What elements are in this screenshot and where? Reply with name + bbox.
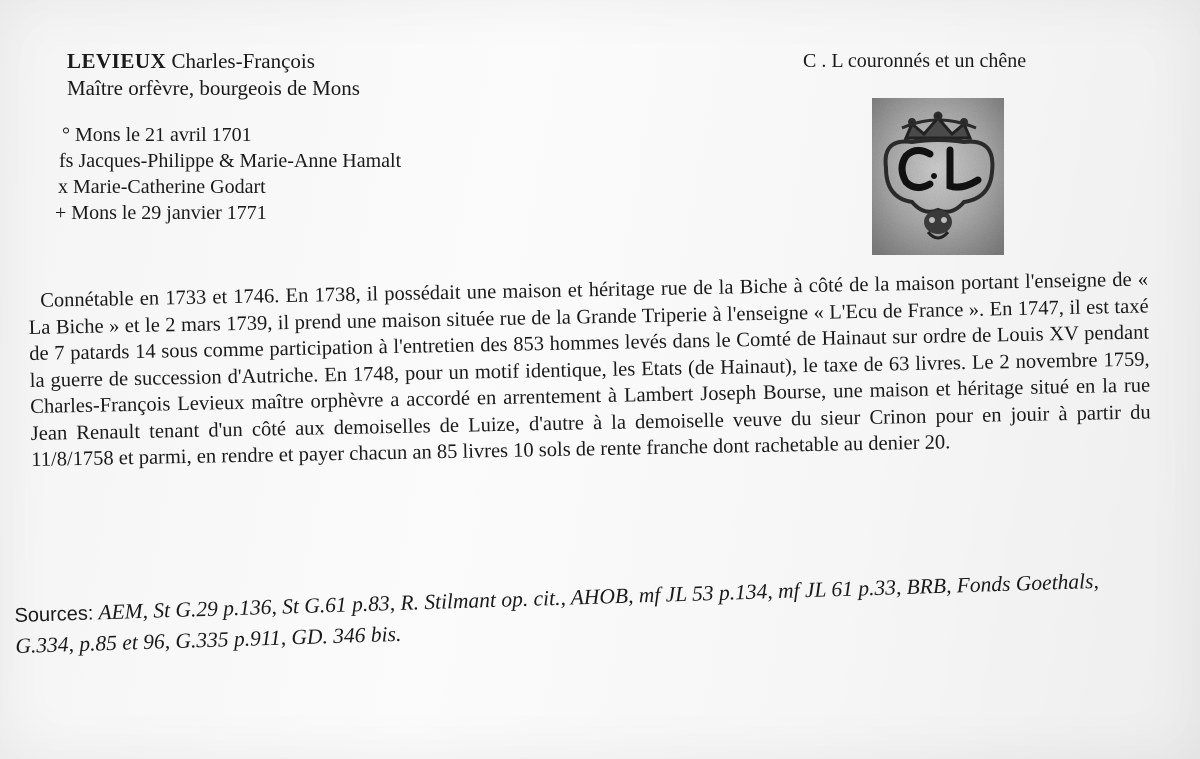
entry-header [67,48,360,102]
dot-separator-icon [931,173,937,179]
occupation: Maître orfèvre, bourgeois de Mons [67,76,360,100]
death-line: + Mons le 29 janvier 1771 [55,202,267,224]
biographical-details [55,122,401,226]
name-line [67,48,360,75]
oak-emblem-icon [924,210,952,238]
biography-text: Connétable en 1733 et 1746. En 1738, il possédait une maison et héritage rue de la Biche à côté de la maison portant l'enseigne de « La Biche » et le 2 mars 1739, il prend une maison située rue de la Grande Triperie à l'enseigne « L'Ecu de France ». En 1747, il est taxé de 7 patards 14 sous comme participation à l'entretien des 853 hommes levés dans le Comté de Hainaut sur ordre de Louis XV pendant la guerre de succession d'Autriche. En 1748, pour un motif identique, les Etats (de Hainaut), le taxe de 63 livres. Le 2 novembre 1759, Charles-François Levieux maître orphèvre a accordé en arrentement à Lambert Joseph Bourse, une maison et héritage situé en la rue Jean Renault tenant d'un côté aux demoiselles de Luize, d'autre à la demoiselle veuve du sieur Crinon pour en jouir à partir du 11/8/1758 et parmi, en rendre et payer chacun an 85 livres 10 sols de rente franche dont rachetable au denier 20. [28,268,1151,471]
hallmark-image [872,98,1004,255]
sources-block [14,565,1135,661]
given-names: Charles-François [171,49,315,73]
marriage-line: x Marie-Catherine Godart [58,176,266,198]
sources-text: AEM, St G.29 p.136, St G.61 p.83, R. Stilmant op. cit., AHOB, mf JL 53 p.134, mf JL 61 p.33, BRB, Fonds Goethals, G.334, p.85 et 96, G.335 p.911, GD. 346 bis. [15,568,1100,658]
surname: LEVIEUX [67,49,167,73]
sources-label: Sources: [14,602,94,627]
hallmark-caption: C . L couronnés et un chêne [803,50,1027,72]
parents-line: fs Jacques-Philippe & Marie-Anne Hamalt [59,150,402,172]
birth-line: ° Mons le 21 avril 1701 [62,124,252,146]
biography-paragraph [28,266,1151,473]
